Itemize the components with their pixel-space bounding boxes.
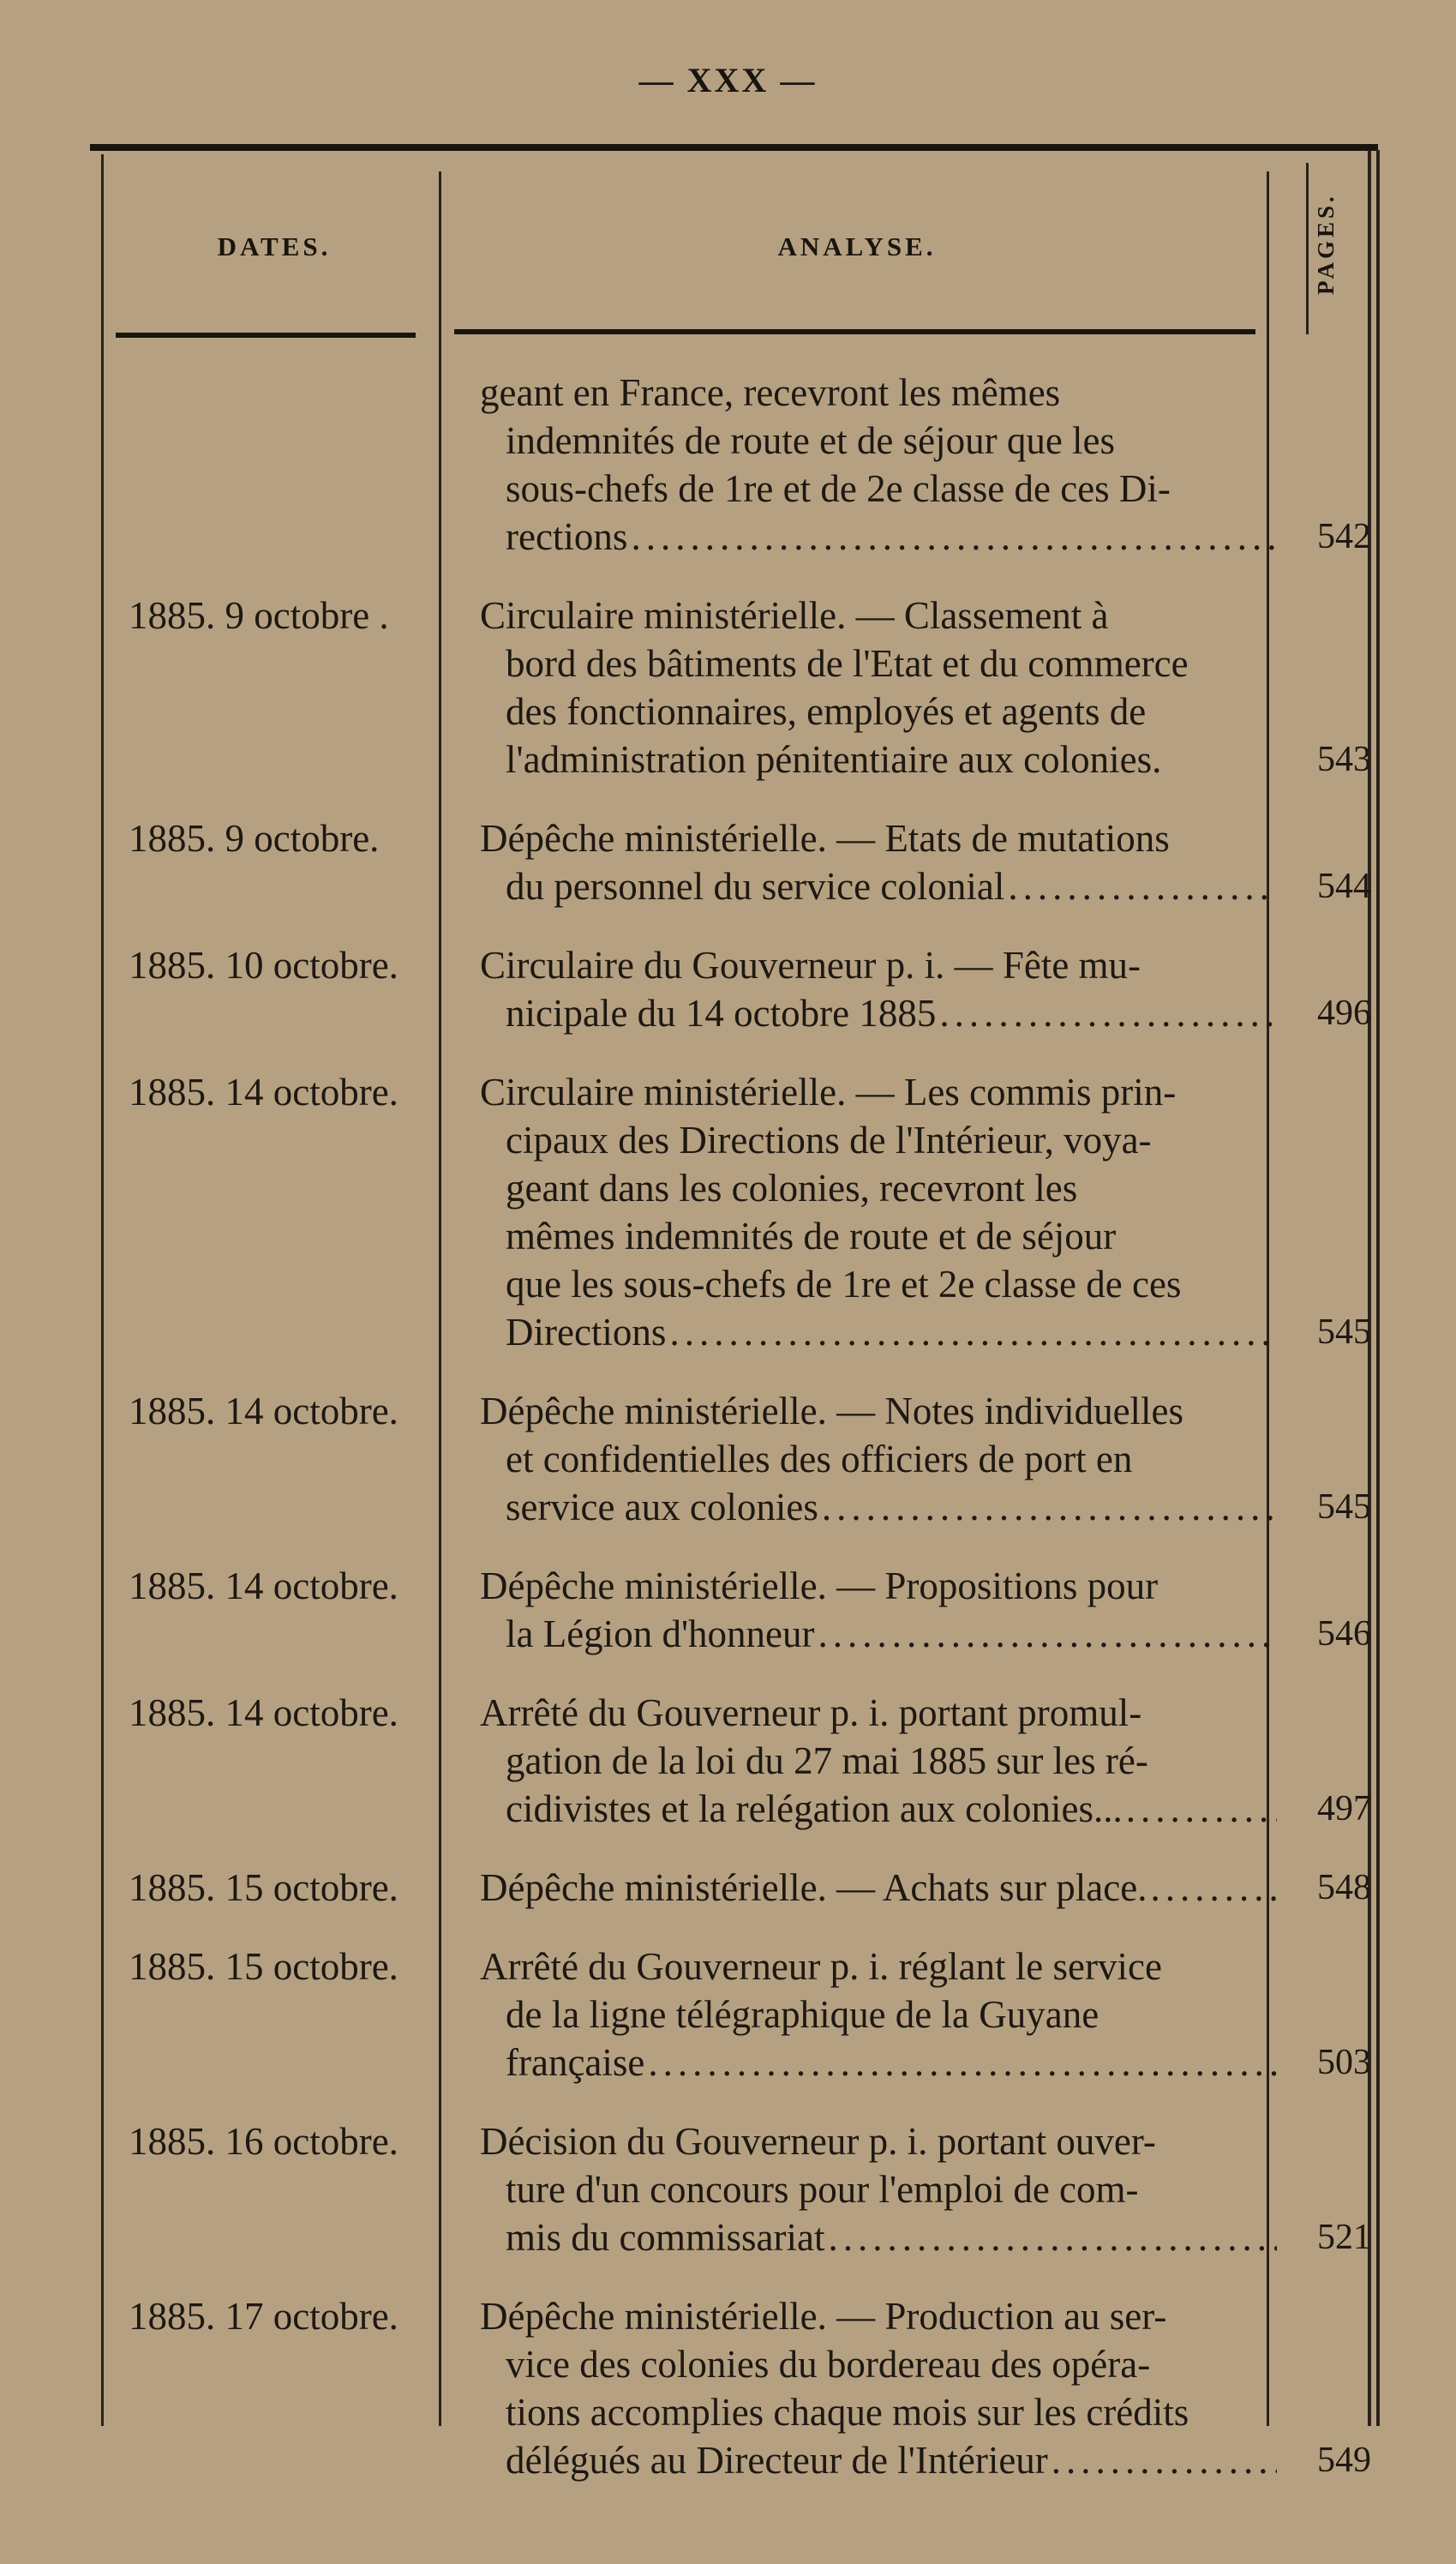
entry-date: 1885. 9 octobre . bbox=[129, 594, 389, 637]
table-row bbox=[0, 2292, 1456, 2484]
entry-page: 497 bbox=[1317, 1789, 1371, 1828]
analysis-line: Circulaire du Gouverneur p. i. — Fête mu- bbox=[480, 944, 1141, 987]
analysis-line: indemnités de route et de séjour que les bbox=[506, 419, 1116, 462]
entry-page: 542 bbox=[1317, 517, 1371, 556]
analysis-line: Dépêche ministérielle. — Propositions pour bbox=[480, 1564, 1159, 1607]
analysis-line: mis du commissariat bbox=[506, 2216, 825, 2259]
analysis-line: la Légion d'honneur bbox=[506, 1612, 815, 1655]
entry-date: 1885. 15 octobre. bbox=[129, 1866, 398, 1909]
table-row bbox=[0, 1864, 1456, 1912]
analysis-line: Dépêche ministérielle. — Achats sur place. bbox=[480, 1866, 1147, 1909]
analysis-line: mêmes indemnités de route et de séjour bbox=[506, 1215, 1117, 1258]
analysis-line: sous-chefs de 1re et de 2e classe de ces Di- bbox=[506, 467, 1171, 510]
table-row bbox=[0, 814, 1456, 910]
dot-leader bbox=[1150, 1864, 1277, 1912]
analysis-last-line bbox=[480, 2213, 1277, 2261]
dot-leader bbox=[631, 513, 1277, 561]
analysis-line: et confidentielles des officiers de port en bbox=[506, 1438, 1133, 1480]
analysis-line: de la ligne télégraphique de la Guyane bbox=[506, 1993, 1099, 2036]
analysis-line: rections bbox=[506, 515, 628, 558]
entry-date: 1885. 17 octobre. bbox=[129, 2295, 398, 2338]
table-row bbox=[0, 1943, 1456, 2087]
entry-page: 544 bbox=[1317, 867, 1371, 906]
analysis-line: cidivistes et la relégation aux colonies... bbox=[506, 1787, 1123, 1830]
analysis-last-line bbox=[480, 1483, 1277, 1531]
entry-page: 546 bbox=[1317, 1614, 1371, 1654]
analysis-line: bord des bâtiments de l'Etat et du commerce bbox=[506, 642, 1189, 685]
entry-analysis bbox=[454, 1943, 1277, 2087]
entry-date: 1885. 14 octobre. bbox=[129, 1564, 398, 1607]
table-row bbox=[0, 591, 1456, 784]
analysis-line: Décision du Gouverneur p. i. portant ouver- bbox=[480, 2120, 1156, 2163]
analysis-last-line bbox=[480, 1308, 1277, 1356]
analysis-last-line bbox=[480, 862, 1277, 910]
entry-date: 1885. 9 octobre. bbox=[129, 817, 380, 860]
table-row bbox=[0, 1387, 1456, 1531]
table-row bbox=[0, 941, 1456, 1037]
analyse-header: ANALYSE. bbox=[777, 231, 937, 261]
entry-page: 521 bbox=[1317, 2218, 1371, 2257]
dot-leader bbox=[818, 1610, 1277, 1658]
dot-leader bbox=[1126, 1785, 1277, 1833]
table-row bbox=[0, 369, 1456, 561]
analysis-last-line bbox=[480, 1610, 1277, 1658]
analysis-line: nicipale du 14 octobre 1885 bbox=[506, 992, 937, 1035]
analysis-last-line bbox=[480, 2436, 1277, 2484]
entry-analysis bbox=[454, 941, 1277, 1037]
entry-analysis bbox=[454, 1689, 1277, 1833]
analysis-line: geant en France, recevront les mêmes bbox=[480, 371, 1061, 414]
analysis-line: ture d'un concours pour l'emploi de com- bbox=[506, 2168, 1139, 2211]
dot-leader bbox=[648, 2039, 1277, 2087]
analysis-line: geant dans les colonies, recevront les bbox=[506, 1167, 1078, 1210]
dot-leader bbox=[822, 1483, 1277, 1531]
pages-column-divider bbox=[1306, 163, 1309, 334]
entry-page: 496 bbox=[1317, 994, 1371, 1033]
analysis-last-line bbox=[480, 989, 1277, 1037]
table-row bbox=[0, 2117, 1456, 2261]
entry-analysis bbox=[454, 2292, 1277, 2484]
analysis-line: Arrêté du Gouverneur p. i. portant promul- bbox=[480, 1691, 1142, 1734]
analysis-line: délégués au Directeur de l'Intérieur bbox=[506, 2439, 1048, 2482]
entry-page: 548 bbox=[1317, 1868, 1371, 1907]
analysis-line: Dépêche ministérielle. — Production au ser- bbox=[480, 2295, 1167, 2338]
analysis-line: française bbox=[506, 2041, 645, 2084]
analysis-line: que les sous-chefs de 1re et 2e classe de ces bbox=[506, 1263, 1182, 1306]
analysis-line: Directions bbox=[506, 1311, 667, 1354]
entry-analysis bbox=[454, 1387, 1277, 1531]
analysis-line: vice des colonies du bordereau des opéra- bbox=[506, 2343, 1151, 2386]
analysis-line: service aux colonies bbox=[506, 1486, 818, 1528]
entry-page: 545 bbox=[1317, 1487, 1371, 1527]
entry-page: 549 bbox=[1317, 2441, 1371, 2480]
table-row bbox=[0, 1068, 1456, 1356]
entry-date: 1885. 14 octobre. bbox=[129, 1691, 398, 1734]
analysis-last-line bbox=[480, 1864, 1277, 1912]
dot-leader bbox=[1052, 2436, 1277, 2484]
analyse-header-rule bbox=[454, 329, 1255, 334]
dot-leader bbox=[1008, 862, 1277, 910]
entry-analysis bbox=[454, 2117, 1277, 2261]
dot-leader bbox=[939, 989, 1277, 1037]
entry-analysis bbox=[454, 369, 1277, 561]
dot-leader bbox=[669, 1308, 1277, 1356]
entry-page: 543 bbox=[1317, 740, 1371, 779]
analysis-line: Circulaire ministérielle. — Classement à bbox=[480, 594, 1109, 637]
table-row bbox=[0, 1562, 1456, 1658]
analysis-line: Arrêté du Gouverneur p. i. réglant le service bbox=[480, 1945, 1162, 1988]
analysis-line: l'administration pénitentiaire aux colonies. bbox=[506, 738, 1162, 781]
analysis-line: Dépêche ministérielle. — Notes individuelles bbox=[480, 1390, 1184, 1432]
dates-header-rule bbox=[116, 333, 416, 338]
entry-analysis bbox=[454, 814, 1277, 910]
analysis-line: tions accomplies chaque mois sur les crédits bbox=[506, 2391, 1189, 2434]
analysis-line: du personnel du service colonial bbox=[506, 865, 1005, 908]
entry-date: 1885. 14 octobre. bbox=[129, 1390, 398, 1432]
entry-date: 1885. 10 octobre. bbox=[129, 944, 398, 987]
page-number: — XXX — bbox=[638, 61, 818, 99]
dates-header: DATES. bbox=[217, 231, 332, 261]
analysis-line: gation de la loi du 27 mai 1885 sur les ré- bbox=[506, 1739, 1148, 1782]
entry-date bbox=[0, 369, 458, 561]
entry-page: 503 bbox=[1317, 2043, 1371, 2082]
entry-date: 1885. 15 octobre. bbox=[129, 1945, 398, 1988]
analysis-line: cipaux des Directions de l'Intérieur, voya- bbox=[506, 1119, 1152, 1162]
entry-date: 1885. 14 octobre. bbox=[129, 1071, 398, 1114]
analysis-line: Dépêche ministérielle. — Etats de mutations bbox=[480, 817, 1170, 860]
entries-list bbox=[0, 369, 1456, 2515]
dot-leader bbox=[828, 2213, 1277, 2261]
entry-analysis bbox=[454, 591, 1277, 784]
analysis-last-line bbox=[480, 1785, 1277, 1833]
entry-analysis bbox=[454, 1864, 1277, 1912]
analysis-line: Circulaire ministérielle. — Les commis prin- bbox=[480, 1071, 1177, 1114]
entry-page: 545 bbox=[1317, 1312, 1371, 1352]
analysis-last-line bbox=[480, 2039, 1277, 2087]
table-row bbox=[0, 1689, 1456, 1833]
entry-analysis bbox=[454, 1562, 1277, 1658]
entry-analysis bbox=[454, 1068, 1277, 1356]
pages-header: PAGES. bbox=[1313, 193, 1339, 296]
analysis-last-line bbox=[480, 513, 1277, 561]
analysis-line: des fonctionnaires, employés et agents de bbox=[506, 690, 1147, 733]
entry-date: 1885. 16 octobre. bbox=[129, 2120, 398, 2163]
